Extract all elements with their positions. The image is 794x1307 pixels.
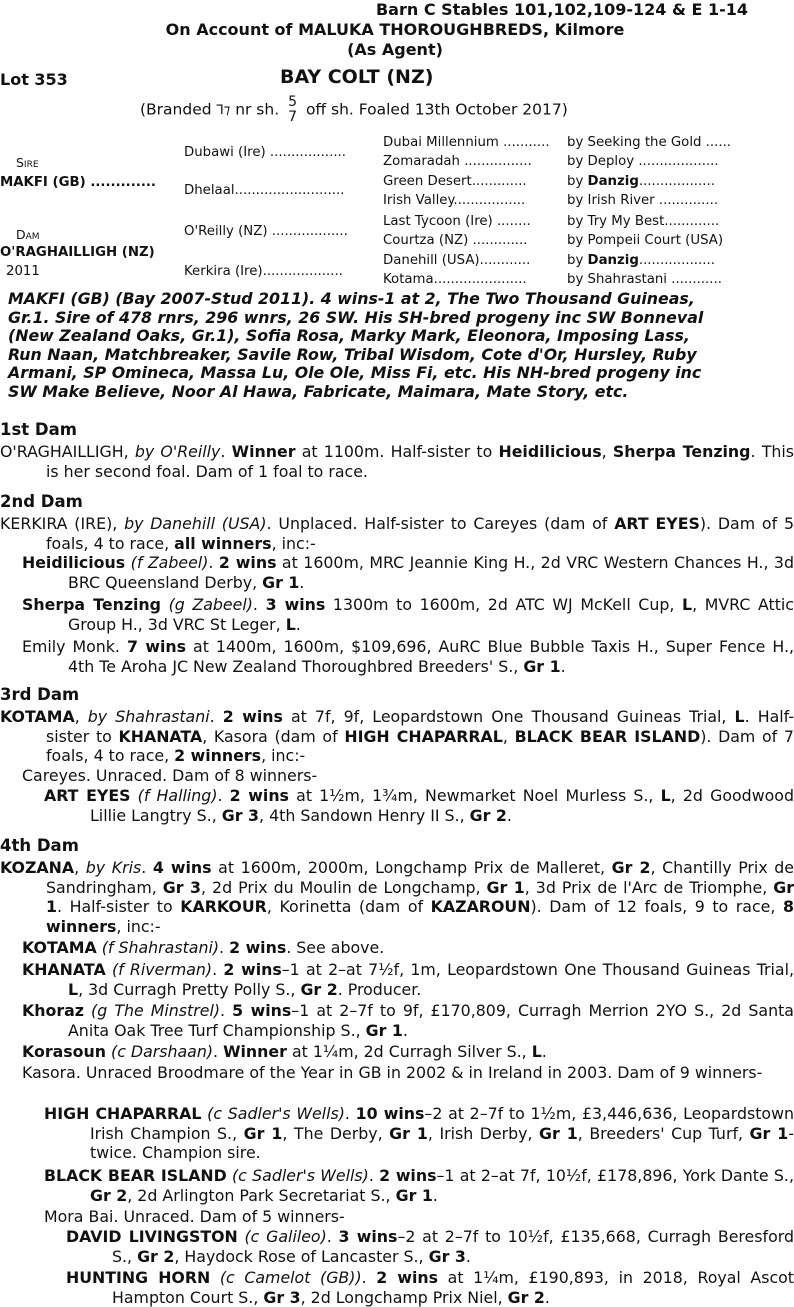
sire-summary-line: (New Zealand Oaks, Gr.1), Sofia Rosa, Marky Mark, Eleonora, Imposing Lass,	[8, 326, 690, 345]
progeny-kotama: KOTAMA (f Shahrastani). 2 wins. See above.	[22, 938, 385, 957]
dam2-text: KERKIRA (IRE), by Danehill (USA). Unplaced. Half-sister to Careyes (dam of ART EYES). Dam of 5 foals, 4 to race, all winners, inc:-	[0, 514, 794, 553]
kasora-line: Kasora. Unraced Broodmare of the Year in GB in 2002 & in Ireland in 2003. Dam of 9 winners-	[22, 1063, 763, 1082]
ped-gen2: Kerkira (Ire)...................	[184, 264, 343, 279]
progeny-david-livingston: DAVID LIVINGSTON (c Galileo). 3 wins–2 at 2–7f to 10½f, £135,668, Curragh Beresford S., Gr 2, Haydock Rose of Lancaster S., Gr 3.	[66, 1227, 794, 1266]
mora-bai-line: Mora Bai. Unraced. Dam of 5 winners-	[44, 1207, 345, 1226]
brand-num: 5	[288, 94, 297, 110]
ped-gen2: Dhelaal..........................	[184, 183, 345, 198]
sire-label: Sire	[16, 155, 39, 170]
brand-fraction	[288, 95, 297, 125]
sire-summary-line: Armani, SP Omineca, Massa Lu, Ole Ole, Miss Fi, etc. His NH-bred progeny inc	[8, 363, 702, 382]
ped-gen4-item: by Shahrastani ............	[567, 272, 722, 287]
progeny-heidilicious: Heidilicious (f Zabeel). 2 wins at 1600m, MRC Jeannie King H., 2d VRC Western Chances H., 3d BRC Queensland Derby, Gr 1.	[22, 553, 794, 592]
section-heading: 3rd Dam	[0, 685, 80, 704]
ped-gen3-item: Dubai Millennium ...........	[383, 135, 550, 150]
progeny-high-chaparral: HIGH CHAPARRAL (c Sadler's Wells). 10 wins–2 at 2–7f to 1½m, £3,446,636, Leopardstown Irish Champion S., Gr 1, The Derby, Gr 1, Irish Derby, Gr 1, Breeders' Cup Turf, Gr 1-twice. Champion sire.	[44, 1104, 794, 1162]
ped-gen2: Dubawi (Ire) ..................	[184, 145, 347, 160]
sire-summary-line: MAKFI (GB) (Bay 2007-Stud 2011). 4 wins-1 at 2, The Two Thousand Guineas,	[8, 289, 695, 308]
progeny-khanata: KHANATA (f Riverman). 2 wins–1 at 2–at 7½f, 1m, Leopardstown One Thousand Guineas Trial, L, 3d Curragh Pretty Polly S., Gr 2. Producer.	[22, 960, 794, 999]
progeny-emily-monk: Emily Monk. 7 wins at 1400m, 1600m, $109,696, AuRC Blue Bubble Taxis H., Super Fence H., 4th Te Aroha JC New Zealand Thoroughbred Breeders' S., Gr 1.	[22, 637, 794, 676]
section-heading: 4th Dam	[0, 836, 79, 855]
sire-summary-line: Gr.1. Sire of 478 rnrs, 296 wnrs, 26 SW. His SH-bred progeny inc SW Bonneval	[8, 307, 704, 327]
ped-gen4-item: by Seeking the Gold ......	[567, 135, 732, 150]
ped-gen3-item: Courtza (NZ) .............	[383, 233, 528, 248]
dam-name: O'RAGHAILLIGH (NZ)	[0, 245, 155, 260]
sire-summary-line: SW Make Believe, Noor Al Hawa, Fabricate, Maimara, Mate Story, etc.	[8, 381, 629, 401]
ped-gen4-item: by Irish River ..............	[567, 193, 719, 208]
progeny-hunting-horn: HUNTING HORN (c Camelot (GB)). 2 wins at 1¼m, £190,893, in 2018, Royal Ascot Hampton Court S., Gr 3, 2d Longchamp Prix Niel, Gr 2.	[66, 1268, 794, 1307]
horse-title: BAY COLT (NZ)	[280, 66, 434, 88]
progeny-sherpa-tenzing: Sherpa Tenzing (g Zabeel). 3 wins 1300m to 1600m, 2d ATC WJ McKell Cup, L, MVRC Attic Group H., 3d VRC St Leger, L.	[22, 595, 794, 634]
ped-gen4-item: by Danzig..................	[567, 253, 715, 268]
sire-name: MAKFI (GB) .............	[0, 175, 156, 190]
brand-suffix: off sh. Foaled 13th October 2017)	[305, 100, 568, 119]
ped-gen4-item: by Try My Best.............	[567, 214, 720, 229]
ped-gen4-item: by Pompeii Court (USA)	[567, 233, 724, 248]
progeny-art-eyes: ART EYES (f Halling). 2 wins at 1½m, 1¾m, Newmarket Noel Murless S., L, 2d Goodwood Lillie Langtry S., Gr 3, 4th Sandown Henry II S., Gr 2.	[44, 786, 794, 825]
ped-gen3-item: Last Tycoon (Ire) ........	[383, 214, 531, 229]
dam3-text: KOTAMA, by Shahrastani. 2 wins at 7f, 9f, Leopardstown One Thousand Guineas Trial, L. Half-sister to KHANATA, Kasora (dam of HIGH CHAPARRAL, BLACK BEAR ISLAND). Dam of 7 foals, 4 to race, 2 winners, inc:-	[0, 707, 794, 765]
dam-label: Dam	[16, 227, 40, 242]
barn-location: Barn C Stables 101,102,109-124 & E 1-14	[375, 0, 748, 19]
agent-note: (As Agent)	[347, 40, 443, 59]
careyes-line: Careyes. Unraced. Dam of 8 winners-	[22, 766, 318, 785]
ped-gen3-item: Green Desert.............	[383, 174, 527, 189]
lot-number: Lot 353	[0, 70, 68, 89]
ped-gen4-item: by Deploy ...................	[567, 154, 719, 169]
brand-near: nr sh.	[235, 100, 280, 119]
dam4-text: KOZANA, by Kris. 4 wins at 1600m, 2000m, Longchamp Prix de Malleret, Gr 2, Chantilly Prix de Sandringham, Gr 3, 2d Prix du Moulin de Longchamp, Gr 1, 3d Prix de l'Arc de Triomphe, Gr 1. Half-sister to KARKOUR, Korinetta (dam of KAZAROUN). Dam of 12 foals, 9 to race, 8 winners, inc:-	[0, 858, 794, 936]
dam1-text: O'RAGHAILLIGH, by O'Reilly. Winner at 1100m. Half-sister to Heidilicious, Sherpa Tenzing. This is her second foal. Dam of 1 foal to race.	[0, 442, 794, 481]
ped-gen3-item: Kotama......................	[383, 272, 527, 287]
brand-mark-icon: ⅂⁊	[216, 102, 231, 118]
vendor-line: On Account of MALUKA THOROUGHBREDS, Kilmore	[165, 20, 625, 39]
ped-gen2: O'Reilly (NZ) ..................	[184, 224, 348, 239]
sire-summary-line: Run Naan, Matchbreaker, Savile Row, Tribal Wisdom, Cote d'Or, Hursley, Ruby	[8, 344, 697, 364]
ped-gen3-item: Zomaradah ................	[383, 154, 532, 169]
progeny-korasoun: Korasoun (c Darshaan). Winner at 1¼m, 2d Curragh Silver S., L.	[22, 1042, 547, 1061]
section-heading: 2nd Dam	[0, 492, 83, 511]
ped-gen4-item: by Danzig..................	[567, 174, 715, 189]
brand-den: 7	[288, 109, 297, 125]
sire-summary	[8, 290, 746, 401]
ped-gen3-item: Irish Valley.................	[383, 193, 526, 208]
ped-gen3-item: Danehill (USA)............	[383, 253, 531, 268]
dam-year: 2011	[6, 264, 40, 279]
progeny-khoraz: Khoraz (g The Minstrel). 5 wins–1 at 2–7f to 9f, £170,809, Curragh Merrion 2YO S., 2d Santa Anita Oak Tree Turf Championship S., Gr 1.	[22, 1001, 794, 1040]
progeny-black-bear-island: BLACK BEAR ISLAND (c Sadler's Wells). 2 wins–1 at 2–at 7f, 10½f, £178,896, York Dante S., Gr 2, 2d Arlington Park Secretariat S., Gr 1.	[44, 1166, 794, 1205]
section-heading: 1st Dam	[0, 420, 77, 439]
brand-line	[140, 95, 568, 125]
brand-prefix: (Branded	[140, 100, 212, 119]
